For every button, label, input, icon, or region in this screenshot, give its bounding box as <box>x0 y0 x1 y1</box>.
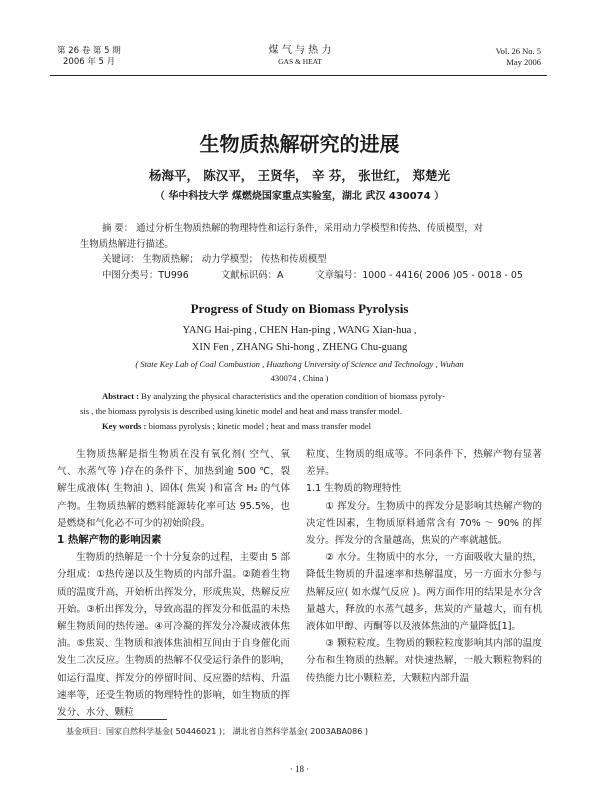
abstract-en-text2: sis , the biomass pyrolysis is described using kinetic model and heat and mass transfer model. <box>80 406 402 416</box>
keywords-en-label: Key words : <box>102 421 147 431</box>
footnote-funding: 基金项目：国家自然科学基金( 50446021 )； 湖北省自然科学基金( 2003ABA086 ) <box>66 727 368 736</box>
affiliation-en-line2: 430074 , China ) <box>270 373 329 383</box>
journal-name-en: GAS & HEAT <box>278 57 322 66</box>
header-volume <box>57 46 177 68</box>
article-number: 文章编号：1000 - 4416( 2006 )05 - 0018 - 05 <box>315 269 523 281</box>
keywords-cn-text: 生物质热解； 动力学模型； 传热和传质模型 <box>142 254 327 265</box>
header-journal <box>200 44 400 67</box>
left-column <box>57 446 290 721</box>
particle-size-paragraph: ③ 颗粒粒度。生物质的颗粒粒度影响其内部的温度分布和生物质的热解。对快速热解，一般大颗粒物料的传热能力比小颗粒差，大颗粒内部升温 <box>306 638 542 684</box>
header-volume-issue: 第 26 卷 第 5 期 <box>57 46 121 56</box>
paper-title-cn: 生物质热解研究的进展 <box>199 132 400 156</box>
keywords-en-text: biomass pyrolysis ; kinetic model ; heat and mass transfer model <box>148 421 372 431</box>
header-volume-en-line: Vol. 26 No. 5 <box>495 46 541 56</box>
document-code: 文献标识码：A <box>220 269 284 281</box>
abstract-cn-label: 摘 要： <box>102 223 134 234</box>
abstract-cn <box>80 221 540 283</box>
continued-paragraph: 粒度、生物质的组成等。不同条件下，热解产物有显著差异。 <box>306 449 542 478</box>
affiliation-cn: （ 华中科技大学 煤燃烧国家重点实验室，湖北 武汉 430074 ） <box>154 191 445 202</box>
abstract-cn-text1: 通过分析生物质热解的物理特性和运行条件，采用动力学模型和传热、传质模型，对 <box>136 223 483 234</box>
authors-cn: 杨海平， 陈汉平， 王贤华， 辛 芬， 张世红， 郑楚光 <box>148 168 451 183</box>
abstract-cn-line1 <box>80 221 540 237</box>
abstract-en-line1 <box>80 389 540 404</box>
paper-title-en: Progress of Study on Biomass Pyrolysis <box>190 301 409 316</box>
moisture-paragraph: ② 水分。生物质中的水分，一方面吸收大量的热，降低生物质的升温速率和热解温度，另一方面水分参与热解反应( 如水煤气反应 )。两方面作用的结果是水分含量越大，释放的水蒸气越多，焦炭的产量越大，而有机液体如甲醇、丙酮等以及液体焦油的产量降低[1]。 <box>306 552 542 633</box>
footnote-rule <box>57 719 167 720</box>
header-date-en: May 2006 <box>506 57 541 67</box>
abstract-en-text1: By analyzing the physical characteristics and the operation condition of biomass pyroly- <box>141 391 445 401</box>
header-date: 2006 年 5 月 <box>63 57 116 67</box>
abstract-en-label: Abstract : <box>102 391 139 401</box>
abstract-en <box>80 389 540 434</box>
volatile-paragraph: ① 挥发分。生物质中的挥发分是影响其热解产物的决定性因素，生物质原料通常含有 70% ～ 90% 的挥发分。挥发分的含量越高，焦炭的产率就越低。 <box>306 500 542 547</box>
abstract-cn-text2: 生物质热解进行描述。 <box>80 238 174 250</box>
section-heading-1: 1 热解产物的影响因素 <box>57 534 162 547</box>
classification-line <box>80 268 540 284</box>
affiliation-en-line1: ( State Key Lab of Coal Combustion , Huazhong University of Science and Technology , Wuhan <box>135 359 464 369</box>
subsection-heading-1-1: 1.1 生物质的物理特性 <box>306 483 402 495</box>
header-volume-en <box>421 46 541 68</box>
keywords-cn <box>80 252 540 268</box>
pyrolysis-process-paragraph: 生物质的热解是一个十分复杂的过程，主要由 5 部分组成：①热传递以及生物质的内部升温。②随着生物质的温度升高，开始析出挥发分，形成焦炭，热解反应开始。③析出挥发分，导致高温的挥发分和低温的未热解生物质间的热传递。④可冷凝的挥发分冷凝成液体焦油。⑤焦炭、生物质和液体焦油相互间由于自身催化而发生二次反应。生物质的热解不仅受运行条件的影响，如运行温度、挥发分的停留时间、反应器的结构、升温速率等，还受生物质的物理特性的影响，如生物质的挥发分、水分、颗粒 <box>57 552 290 719</box>
keywords-en <box>80 419 540 434</box>
clc-number: 中图分类号：TU996 <box>102 269 189 281</box>
journal-name-cn: 煤 气 与 热 力 <box>268 45 332 56</box>
intro-paragraph: 生物质热解是指生物质在没有氧化剂( 空气、氧气、水蒸气等 )存在的条件下，加热到逾 500 ℃，裂解生成液体( 生物油 )、固体( 焦炭 )和富含 H₂ 的气体产物。生物质热解的燃料能源转化率可达 95.5%，也是燃烧和气化必不可少的初始阶段。 <box>57 449 290 529</box>
header-rule <box>50 75 547 76</box>
authors-en-line2: XIN Fen , ZHANG Shi-hong , ZHENG Chu-guang <box>191 342 408 353</box>
authors-en-line1: YANG Hai-ping , CHEN Han-ping , WANG Xian-hua , <box>182 325 417 336</box>
keywords-cn-label: 关键词： <box>102 254 140 265</box>
right-column <box>306 446 542 687</box>
page-number: · 18 · <box>289 764 310 774</box>
